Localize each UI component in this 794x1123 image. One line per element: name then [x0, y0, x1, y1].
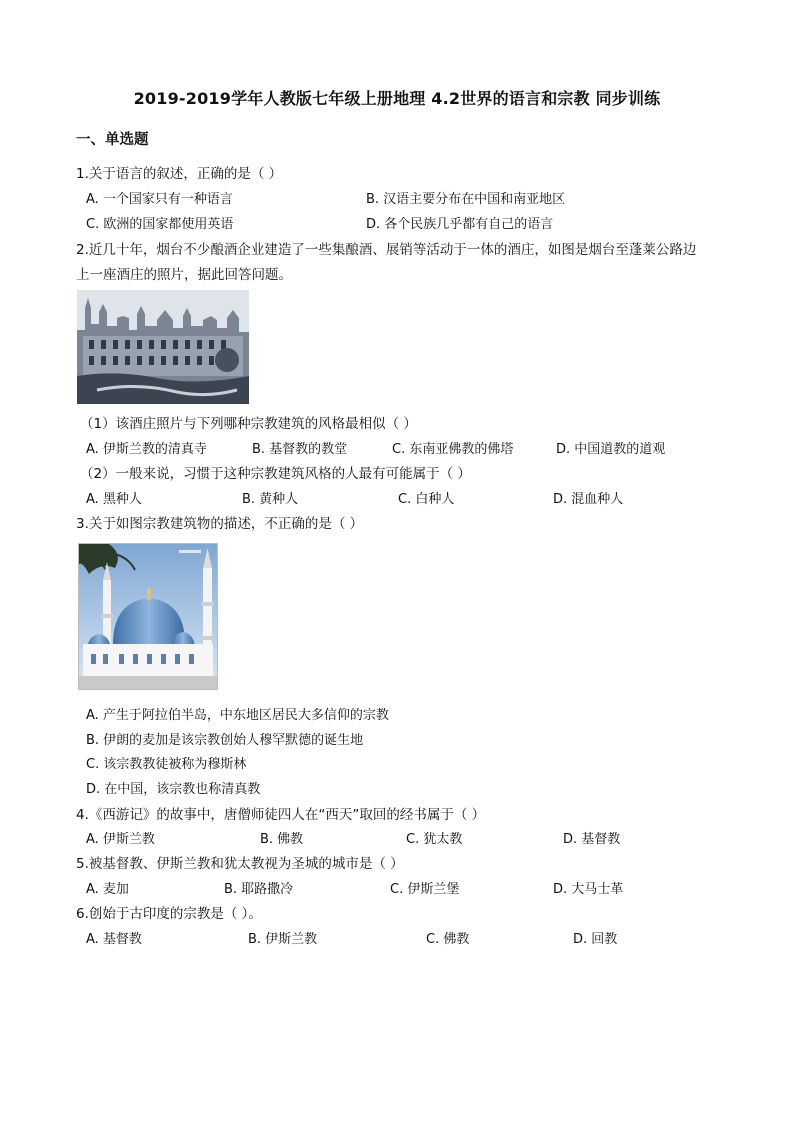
- question-1-option-c: C. 欧洲的国家都使用英语: [86, 217, 234, 232]
- question-1-stem: 1.关于语言的叙述，正确的是（ ）: [76, 166, 283, 182]
- question-2-stem-line1: 2.近几十年，烟台不少酿酒企业建造了一些集酿酒、展销等活动于一体的酒庄，如图是烟台至蓬莱公路边: [76, 242, 697, 258]
- question-6-option-c: C. 佛教: [426, 932, 470, 947]
- page-title: 2019-2019学年人教版七年级上册地理 4.2世界的语言和宗教 同步训练: [133, 89, 661, 108]
- question-1-option-a: A. 一个国家只有一种语言: [86, 192, 233, 207]
- question-3-option-c: C. 该宗教教徒被称为穆斯林: [86, 757, 247, 772]
- question-5-option-d: D. 大马士革: [553, 882, 624, 897]
- question-2-1-option-b: B. 基督教的教堂: [252, 442, 348, 457]
- question-2-2-option-b: B. 黄种人: [242, 492, 299, 507]
- question-2-1-option-a: A. 伊斯兰教的清真寺: [86, 442, 207, 457]
- question-3-stem: 3.关于如图宗教建筑物的描述，不正确的是（ ）: [76, 516, 364, 532]
- question-5-option-c: C. 伊斯兰堡: [390, 882, 460, 897]
- question-2-2-option-d: D. 混血种人: [553, 492, 624, 507]
- question-4-stem: 4.《西游记》的故事中，唐僧师徒四人在“西天”取回的经书属于（ ）: [76, 807, 486, 823]
- question-5-option-b: B. 耶路撒冷: [224, 882, 294, 897]
- winery-castle-photo: [77, 290, 249, 404]
- question-2-sub-2: （2）一般来说，习惯于这种宗教建筑风格的人最有可能属于（ ）: [80, 466, 471, 482]
- question-1-option-b: B. 汉语主要分布在中国和南亚地区: [366, 192, 566, 207]
- question-2-1-option-d: D. 中国道教的道观: [556, 442, 666, 457]
- question-4-option-d: D. 基督教: [563, 832, 621, 847]
- question-2-1-option-c: C. 东南亚佛教的佛塔: [392, 442, 514, 457]
- question-1-option-d: D. 各个民族几乎都有自己的语言: [366, 217, 554, 232]
- mosque-photo: [78, 543, 218, 690]
- question-2-2-option-c: C. 白种人: [398, 492, 455, 507]
- question-3-option-b: B. 伊朗的麦加是该宗教创始人穆罕默德的诞生地: [86, 733, 364, 748]
- question-2-stem-line2: 上一座酒庄的照片，据此回答问题。: [76, 267, 292, 283]
- question-4-option-b: B. 佛教: [260, 832, 304, 847]
- question-6-stem: 6.创始于古印度的宗教是（ ）。: [76, 906, 262, 922]
- question-5-stem: 5.被基督教、伊斯兰教和犹太教视为圣城的城市是（ ）: [76, 856, 404, 872]
- question-3-option-a: A. 产生于阿拉伯半岛，中东地区居民大多信仰的宗教: [86, 708, 389, 723]
- question-6-option-d: D. 回教: [573, 932, 618, 947]
- question-5-option-a: A. 麦加: [86, 882, 129, 897]
- question-4-option-a: A. 伊斯兰教: [86, 832, 155, 847]
- question-3-option-d: D. 在中国，该宗教也称清真教: [86, 782, 261, 797]
- question-6-option-b: B. 伊斯兰教: [248, 932, 318, 947]
- question-6-option-a: A. 基督教: [86, 932, 142, 947]
- question-2-sub-1: （1）该酒庄照片与下列哪种宗教建筑的风格最相似（ ）: [80, 416, 417, 432]
- question-4-option-c: C. 犹太教: [406, 832, 463, 847]
- section-heading: 一、单选题: [76, 132, 149, 148]
- question-2-2-option-a: A. 黑种人: [86, 492, 142, 507]
